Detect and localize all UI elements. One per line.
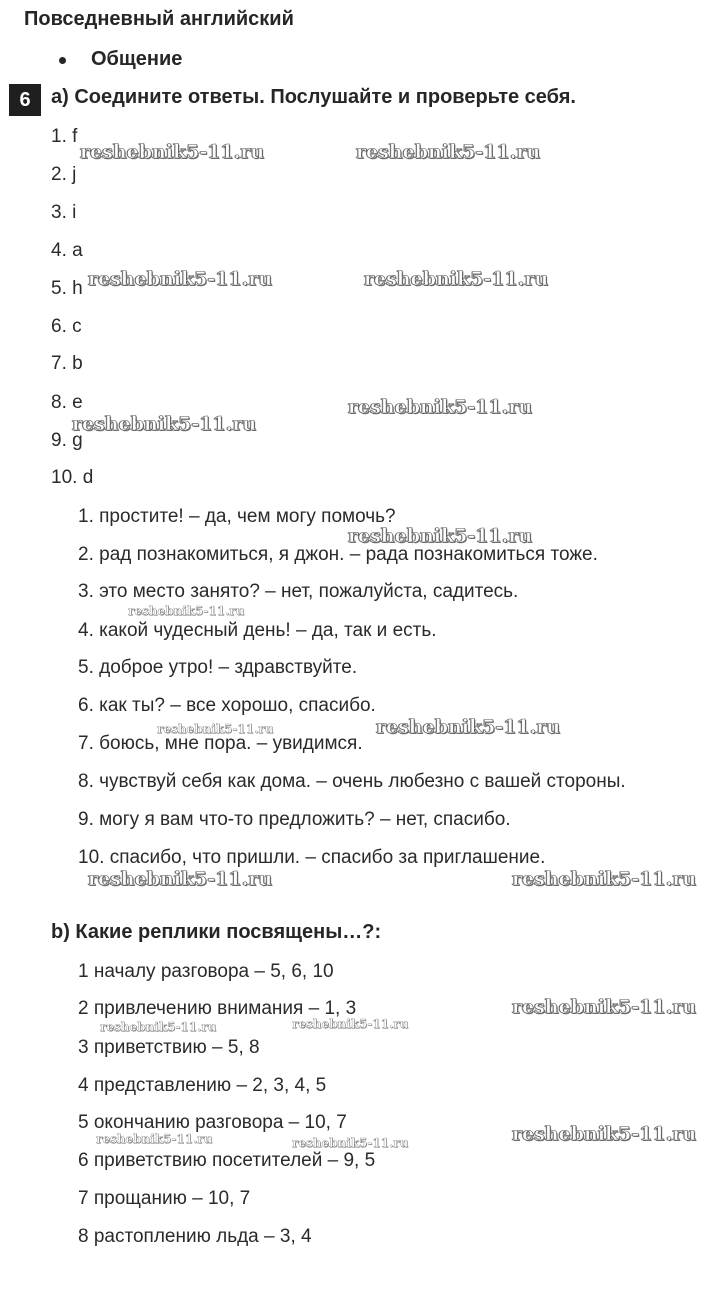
watermark: reshebnik5-11.ru — [80, 141, 265, 163]
watermark: reshebnik5-11.ru — [100, 1020, 217, 1034]
category-item: 6 приветствию посетителей – 9, 5 — [78, 1150, 376, 1171]
watermark: reshebnik5-11.ru — [96, 1132, 213, 1146]
watermark: reshebnik5-11.ru — [128, 604, 245, 618]
task-a-title: a) Соедините ответы. Послушайте и проверьте себя. — [51, 86, 576, 108]
watermark: reshebnik5-11.ru — [88, 268, 273, 290]
dialogue-item: 10. спасибо, что пришли. – спасибо за приглашение. — [78, 847, 546, 868]
category-item: 2 привлечению внимания – 1, 3 — [78, 998, 357, 1019]
watermark: reshebnik5-11.ru — [348, 525, 533, 547]
watermark: reshebnik5-11.ru — [292, 1017, 409, 1031]
dialogue-item: 7. боюсь, мне пора. – увидимся. — [78, 733, 363, 754]
dialogue-item: 3. это место занято? – нет, пожалуйста, садитесь. — [78, 581, 519, 602]
category-item: 8 растоплению льда – 3, 4 — [78, 1226, 312, 1247]
watermark: reshebnik5-11.ru — [512, 1123, 697, 1145]
category-item: 1 началу разговора – 5, 6, 10 — [78, 961, 334, 982]
category-item: 3 приветствию – 5, 8 — [78, 1037, 260, 1058]
category-item: 4 представлению – 2, 3, 4, 5 — [78, 1075, 327, 1096]
category-item: 7 прощанию – 10, 7 — [78, 1188, 251, 1209]
dialogue-item: 5. доброе утро! – здравствуйте. — [78, 657, 358, 678]
dialogue-item: 4. какой чудесный день! – да, так и есть. — [78, 620, 437, 641]
dialogue-item: 6. как ты? – все хорошо, спасибо. — [78, 695, 376, 716]
watermark: reshebnik5-11.ru — [348, 396, 533, 418]
section-title: Повседневный английский — [24, 8, 294, 30]
answer-item: 1. f — [51, 126, 78, 147]
watermark: reshebnik5-11.ru — [72, 413, 257, 435]
exercise-number-badge: 6 — [9, 84, 41, 116]
subsection-title: Общение — [91, 48, 183, 70]
answer-item: 2. j — [51, 164, 77, 185]
category-item: 5 окончанию разговора – 10, 7 — [78, 1112, 347, 1133]
answer-item: 8. e — [51, 392, 83, 413]
watermark: reshebnik5-11.ru — [512, 996, 697, 1018]
answer-item: 10. d — [51, 467, 94, 488]
watermark: reshebnik5-11.ru — [364, 268, 549, 290]
task-b-title: b) Какие реплики посвящены…?: — [51, 921, 382, 943]
answer-item: 3. i — [51, 202, 77, 223]
dialogue-item: 1. простите! – да, чем могу помочь? — [78, 506, 396, 527]
watermark: reshebnik5-11.ru — [512, 868, 697, 890]
answer-item: 7. b — [51, 353, 83, 374]
answer-item: 5. h — [51, 278, 83, 299]
dialogue-item: 2. рад познакомиться, я джон. – рада познакомиться тоже. — [78, 544, 598, 565]
dialogue-item: 9. могу я вам что-то предложить? – нет, спасибо. — [78, 809, 511, 830]
watermark: reshebnik5-11.ru — [157, 722, 274, 736]
answer-item: 9. g — [51, 430, 83, 451]
dialogue-item: 8. чувствуй себя как дома. – очень любезно с вашей стороны. — [78, 771, 626, 792]
bullet-dot-icon — [59, 57, 66, 64]
watermark: reshebnik5-11.ru — [376, 716, 561, 738]
answer-item: 4. a — [51, 240, 83, 261]
watermark: reshebnik5-11.ru — [292, 1136, 409, 1150]
answer-item: 6. c — [51, 316, 82, 337]
watermark: reshebnik5-11.ru — [356, 141, 541, 163]
watermark: reshebnik5-11.ru — [88, 868, 273, 890]
